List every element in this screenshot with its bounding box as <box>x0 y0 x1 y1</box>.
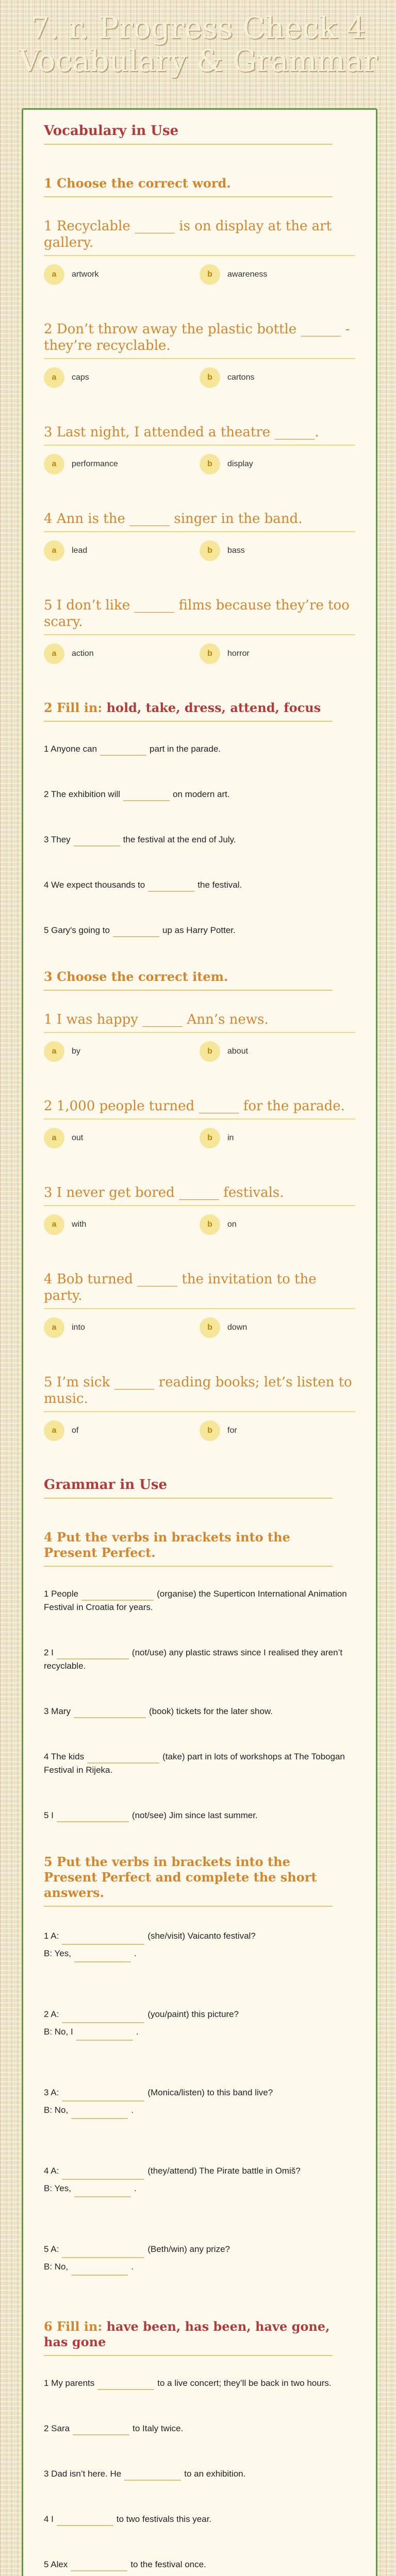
fill-pre: 2 I <box>44 1648 54 1657</box>
question-text: 5 I’m sick ______ reading books; let’s listen to music. <box>44 1374 355 1412</box>
fill-item <box>44 1809 355 1822</box>
fill-post: (organise) the Superticon International Animation Festival in Croatia for years. <box>44 1589 347 1612</box>
fill-post: part in the parade. <box>150 744 221 754</box>
task3-title: 3 Choose the correct item. <box>44 969 333 991</box>
option-letter-a: a <box>44 1317 64 1338</box>
task2-title-prefix: 2 Fill in: <box>44 700 107 715</box>
answer-blank-input[interactable] <box>97 2378 154 2390</box>
task6-title-words: have been, has been, have gone, has gone <box>44 2319 330 2349</box>
option-b-text: display <box>227 460 253 468</box>
option-a-text: with <box>72 1220 87 1229</box>
dialog-b-post: . <box>136 2027 139 2037</box>
task5-title: 5 Put the verbs in brackets into the Present Perfect and complete the short answers. <box>44 1854 333 1907</box>
fill-post: (not/see) Jim since last summer. <box>131 1810 258 1820</box>
fill-item <box>44 2558 355 2571</box>
question <box>44 321 355 388</box>
dialog-line-a <box>44 2162 355 2180</box>
fill-pre: 1 Anyone can <box>44 744 97 754</box>
option-a[interactable] <box>44 540 200 561</box>
option-a[interactable] <box>44 1317 200 1338</box>
option-letter-a: a <box>44 1041 64 1062</box>
option-b[interactable] <box>200 643 355 664</box>
answer-blank-input[interactable] <box>87 1751 159 1764</box>
dialog-a-post: (they/attend) The Pirate battle in Omiš? <box>147 2166 301 2176</box>
dialog-line-b <box>44 2258 355 2276</box>
task4-items <box>44 1587 355 1822</box>
option-letter-b: b <box>200 1420 220 1441</box>
fill-item <box>44 1587 355 1614</box>
option-a[interactable] <box>44 264 200 285</box>
fill-post: to Italy twice. <box>133 2424 184 2433</box>
task6-items <box>44 2377 355 2571</box>
fill-pre: 3 Dad isn’t here. He <box>44 2469 122 2479</box>
dialog-line-a <box>44 2006 355 2023</box>
answer-blank-input[interactable] <box>57 2514 113 2526</box>
answer-blank-input[interactable] <box>124 2468 181 2481</box>
fill-item <box>44 2467 355 2481</box>
question <box>44 1184 355 1235</box>
question <box>44 1374 355 1441</box>
option-a-text: caps <box>72 373 89 382</box>
fill-pre: 3 They <box>44 835 71 844</box>
dialog-b-post: . <box>131 2105 134 2115</box>
fill-pre: 4 I <box>44 2514 54 2524</box>
answer-blank-input[interactable] <box>148 879 194 892</box>
task6-title <box>44 2319 333 2356</box>
question <box>44 511 355 561</box>
answer-blank-input[interactable] <box>71 2559 127 2571</box>
page-header <box>0 0 396 108</box>
option-letter-a: a <box>44 367 64 388</box>
question-text: 2 1,000 people turned ______ for the parade. <box>44 1098 355 1120</box>
option-letter-b: b <box>200 454 220 474</box>
answer-blank-input[interactable] <box>71 2107 128 2119</box>
option-b-text: bass <box>227 546 245 555</box>
dialog-a-pre: 3 A: <box>44 2088 59 2097</box>
fill-pre: 2 The exhibition will <box>44 789 121 799</box>
option-a[interactable] <box>44 454 200 474</box>
dialog-line-b <box>44 2023 355 2041</box>
dialog-a-post: (you/paint) this picture? <box>147 2009 239 2019</box>
fill-item <box>44 1705 355 1718</box>
question <box>44 597 355 664</box>
option-a-text: action <box>72 649 94 658</box>
fill-pre: 5 I <box>44 1810 54 1820</box>
option-b[interactable] <box>200 1420 355 1441</box>
option-a[interactable] <box>44 1420 200 1441</box>
option-letter-b: b <box>200 367 220 388</box>
option-b-text: down <box>227 1323 248 1332</box>
answer-blank-input[interactable] <box>100 743 146 756</box>
answer-blank-input[interactable] <box>74 1706 146 1718</box>
question-text: 4 Ann is the ______ singer in the band. <box>44 511 355 532</box>
page-title: 7. r. Progress Check 4 Vocabulary & Grammar <box>18 10 378 78</box>
option-letter-b: b <box>200 540 220 561</box>
answer-blank-input[interactable] <box>74 834 120 846</box>
option-b-text: in <box>227 1133 234 1142</box>
answer-blank-input[interactable] <box>73 2423 129 2435</box>
answer-blank-input[interactable] <box>71 2263 128 2276</box>
question <box>44 1011 355 1062</box>
dialog-item <box>44 2006 355 2041</box>
option-b[interactable] <box>200 367 355 388</box>
option-a[interactable] <box>44 1041 200 1062</box>
dialog-a-pre: 5 A: <box>44 2244 59 2254</box>
dialog-line-b <box>44 2180 355 2197</box>
answer-options <box>44 367 355 388</box>
option-b-text: for <box>227 1426 237 1435</box>
option-letter-b: b <box>200 1317 220 1338</box>
fill-pre: 4 We expect thousands to <box>44 880 145 890</box>
fill-item <box>44 2513 355 2526</box>
option-b-text: on <box>227 1220 237 1229</box>
dialog-a-post: (she/visit) Vaicanto festival? <box>147 1931 256 1941</box>
option-letter-b: b <box>200 643 220 664</box>
option-b[interactable] <box>200 454 355 474</box>
dialog-a-pre: 4 A: <box>44 2166 59 2176</box>
answer-blank-input[interactable] <box>76 2028 133 2041</box>
dialog-b-post: . <box>131 2262 134 2272</box>
option-b-text: horror <box>227 649 250 658</box>
question-text: 3 I never get bored ______ festivals. <box>44 1184 355 1206</box>
task3-questions <box>44 1011 355 1441</box>
dialog-line-a <box>44 2084 355 2102</box>
option-letter-b: b <box>200 1214 220 1235</box>
option-a-text: into <box>72 1323 85 1332</box>
dialog-a-post: (Beth/win) any prize? <box>147 2244 230 2254</box>
answer-options <box>44 454 355 474</box>
question <box>44 1098 355 1148</box>
fill-post: (take) part in lots of workshops at The Tobogan Festival in Rijeka. <box>44 1752 345 1775</box>
answer-blank-input[interactable] <box>62 2246 144 2258</box>
fill-post: the festival. <box>197 880 242 890</box>
question <box>44 218 355 285</box>
fill-pre: 1 People <box>44 1589 79 1599</box>
option-letter-a: a <box>44 454 64 474</box>
option-b[interactable] <box>200 1317 355 1338</box>
answer-options <box>44 1420 355 1441</box>
answer-blank-input[interactable] <box>113 925 159 937</box>
question-text: 1 Recyclable ______ is on display at the art gallery. <box>44 218 355 256</box>
answer-blank-input[interactable] <box>62 2089 144 2102</box>
answer-blank-input[interactable] <box>81 1588 154 1601</box>
dialog-b-post: . <box>134 2183 137 2193</box>
option-b[interactable] <box>200 1128 355 1148</box>
option-letter-a: a <box>44 1128 64 1148</box>
task2-title <box>44 700 333 722</box>
task2-title-words: hold, take, dress, attend, focus <box>106 700 321 715</box>
option-a-text: by <box>72 1047 80 1056</box>
option-b-text: awareness <box>227 270 268 279</box>
task6-title-prefix: 6 Fill in: <box>44 2319 107 2334</box>
answer-options <box>44 1317 355 1338</box>
fill-pre: 5 Alex <box>44 2560 68 2569</box>
answer-options <box>44 1128 355 1148</box>
option-b[interactable] <box>200 1041 355 1062</box>
question-text: 3 Last night, I attended a theatre ______. <box>44 424 355 446</box>
dialog-line-b <box>44 1945 355 1962</box>
dialog-line-a <box>44 1927 355 1945</box>
fill-pre: 2 Sara <box>44 2424 70 2433</box>
option-b-text: cartons <box>227 373 255 382</box>
option-a-text: of <box>72 1426 79 1435</box>
fill-post: to the festival once. <box>130 2560 206 2569</box>
option-letter-a: a <box>44 1420 64 1441</box>
question-text: 2 Don’t throw away the plastic bottle ______ - they’re recyclable. <box>44 321 355 359</box>
question <box>44 424 355 474</box>
task1-title: 1 Choose the correct word. <box>44 176 333 197</box>
fill-post: (book) tickets for the later show. <box>148 1706 273 1716</box>
option-letter-b: b <box>200 1128 220 1148</box>
fill-pre: 5 Gary's going to <box>44 925 110 935</box>
task4-title: 4 Put the verbs in brackets into the Present Perfect. <box>44 1530 333 1567</box>
answer-options <box>44 1214 355 1235</box>
task5-items <box>44 1927 355 2276</box>
option-a-text: out <box>72 1133 84 1142</box>
answer-blank-input[interactable] <box>62 2011 144 2023</box>
section-heading-grammar: Grammar in Use <box>44 1477 333 1499</box>
question-text: 1 I was happy ______ Ann’s news. <box>44 1011 355 1033</box>
option-a[interactable] <box>44 643 200 664</box>
dialog-a-post: (Monica/listen) to this band live? <box>147 2088 273 2097</box>
option-a-text: artwork <box>72 270 99 279</box>
option-b[interactable] <box>200 1214 355 1235</box>
option-a[interactable] <box>44 1214 200 1235</box>
answer-blank-input[interactable] <box>123 789 170 801</box>
option-letter-a: a <box>44 643 64 664</box>
answer-blank-input[interactable] <box>74 1950 131 1962</box>
answer-blank-input[interactable] <box>57 1647 129 1659</box>
dialog-item <box>44 2241 355 2276</box>
dialog-b-pre: B: No, <box>44 2262 69 2272</box>
fill-item <box>44 2422 355 2435</box>
option-letter-b: b <box>200 1041 220 1062</box>
fill-pre: 1 My parents <box>44 2378 95 2388</box>
dialog-b-post: . <box>134 1948 137 1958</box>
fill-item <box>44 878 355 892</box>
answer-options <box>44 643 355 664</box>
option-b-text: about <box>227 1047 249 1056</box>
fill-item <box>44 1646 355 1673</box>
dialog-b-pre: B: Yes, <box>44 1948 71 1958</box>
question-text: 5 I don’t like ______ films because they’re too scary. <box>44 597 355 635</box>
fill-post: to two festivals this year. <box>116 2514 212 2524</box>
dialog-b-pre: B: Yes, <box>44 2183 71 2193</box>
fill-post: on modern art. <box>173 789 230 799</box>
option-letter-a: a <box>44 1214 64 1235</box>
fill-pre: 4 The kids <box>44 1752 85 1761</box>
fill-post: to an exhibition. <box>184 2469 246 2479</box>
option-letter-b: b <box>200 264 220 285</box>
answer-blank-input[interactable] <box>62 1933 144 1945</box>
answer-options <box>44 264 355 285</box>
dialog-item <box>44 1927 355 1962</box>
option-a-text: lead <box>72 546 88 555</box>
fill-item <box>44 833 355 846</box>
option-a-text: performance <box>72 460 118 468</box>
dialog-b-pre: B: No, I <box>44 2027 73 2037</box>
answer-blank-input[interactable] <box>74 2185 131 2197</box>
fill-pre: 3 Mary <box>44 1706 71 1716</box>
fill-post: to a live concert; they’ll be back in two hours. <box>157 2378 332 2388</box>
option-letter-a: a <box>44 264 64 285</box>
question-text: 4 Bob turned ______ the invitation to the party. <box>44 1271 355 1309</box>
option-b[interactable] <box>200 540 355 561</box>
option-letter-a: a <box>44 540 64 561</box>
answer-blank-input[interactable] <box>62 2167 144 2180</box>
dialog-item <box>44 2162 355 2197</box>
dialog-a-pre: 2 A: <box>44 2009 59 2019</box>
dialog-a-pre: 1 A: <box>44 1931 59 1941</box>
dialog-item <box>44 2084 355 2119</box>
task1-questions <box>44 218 355 664</box>
fill-post: the festival at the end of July. <box>123 835 236 844</box>
question <box>44 1271 355 1338</box>
fill-post: up as Harry Potter. <box>162 925 236 935</box>
dialog-line-b <box>44 2102 355 2119</box>
section-heading-vocabulary: Vocabulary in Use <box>44 123 333 145</box>
option-b[interactable] <box>200 264 355 285</box>
answer-options <box>44 1041 355 1062</box>
dialog-b-pre: B: No, <box>44 2105 69 2115</box>
fill-item <box>44 2377 355 2390</box>
fill-item <box>44 1750 355 1777</box>
option-a[interactable] <box>44 1128 200 1148</box>
worksheet-card <box>22 108 377 2576</box>
answer-blank-input[interactable] <box>57 1810 129 1822</box>
fill-item <box>44 924 355 937</box>
fill-item <box>44 788 355 801</box>
fill-item <box>44 742 355 756</box>
fill-post: (not/use) any plastic straws since I realised they aren’t recyclable. <box>44 1648 343 1671</box>
dialog-line-a <box>44 2241 355 2258</box>
option-a[interactable] <box>44 367 200 388</box>
answer-options <box>44 540 355 561</box>
task2-items <box>44 742 355 937</box>
